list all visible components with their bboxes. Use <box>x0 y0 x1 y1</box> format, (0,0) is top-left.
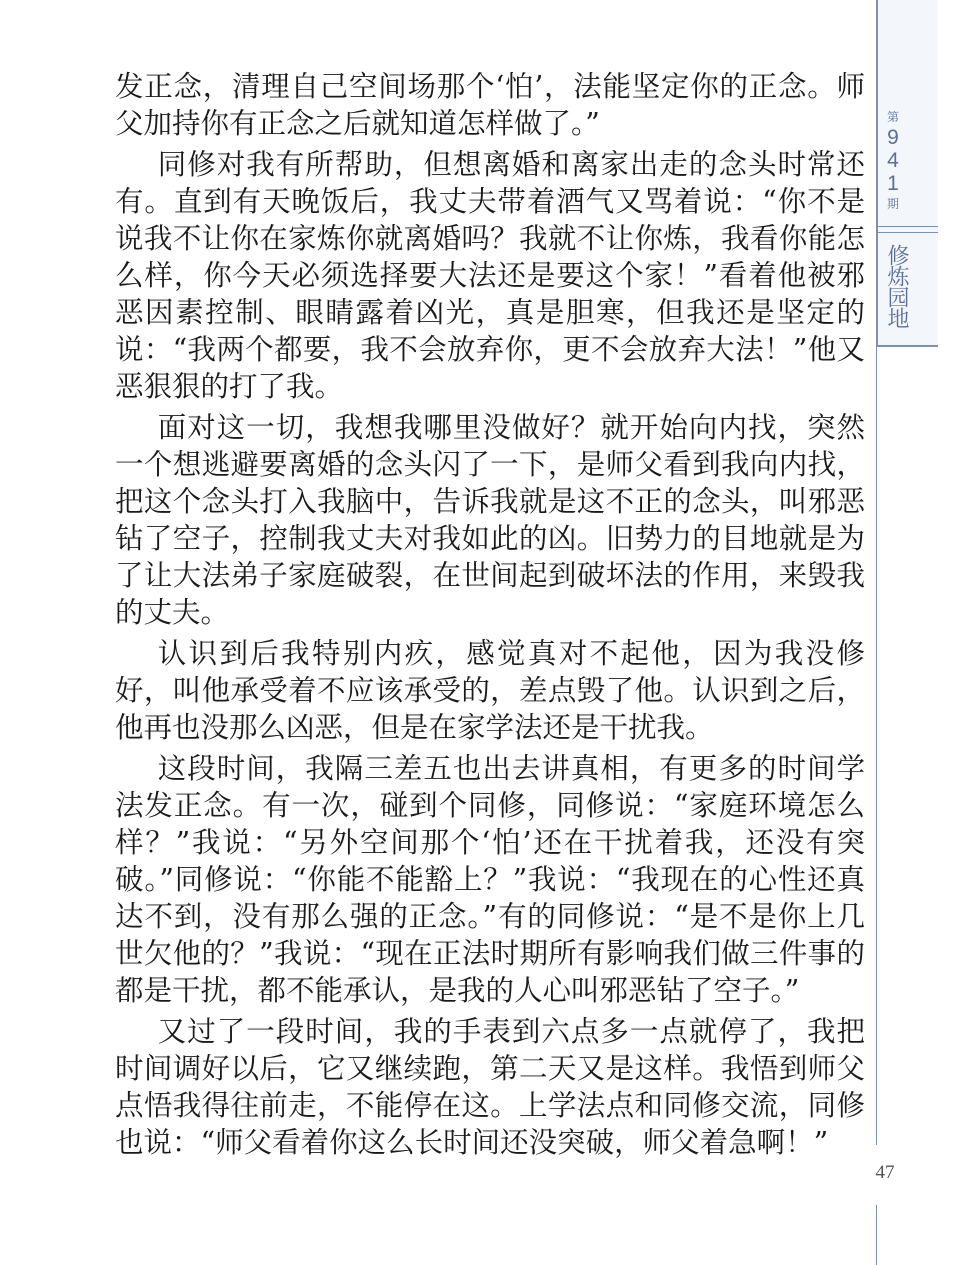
issue-prefix: 第 <box>886 110 899 124</box>
paragraph-continued: 发正念，清理自己空间场那个‘怕’，法能坚定你的正念。师父加持你有正念之后就知道怎样做了。” <box>115 70 865 140</box>
paragraph: 又过了一段时间，我的手表到六点多一点就停了，我把时间调好以后，它又继续跑，第二天又是这样。我悟到师父点悟我得往前走，不能停在这。上学法点和同修交流，同修也说：“师父看着你这么长时间还没突破，师父着急啊！” <box>115 1015 865 1159</box>
issue-suffix: 期 <box>886 197 899 211</box>
issue-number <box>878 108 908 213</box>
sidebar-panel <box>876 0 938 347</box>
article-body <box>115 68 865 1165</box>
paragraph: 这段时间，我隔三差五也出去讲真相，有更多的时间学法发正念。有一次，碰到个同修，同修说：“家庭环境怎么样？”我说：“另外空间那个‘怕’还在干扰着我，还没有突破。”同修说：“你能不能豁上？”我说：“我现在的心性还真达不到，没有那么强的正念。”有的同修说：“是不是你上几世欠他的？”我说：“现在正法时期所有影响我们做三件事的都是干扰，都不能承认，是我的人心叫邪恶钻了空子。” <box>115 752 865 1007</box>
margin-line <box>876 345 877 1145</box>
paragraph: 认识到后我特别内疚，感觉真对不起他，因为我没修好，叫他承受着不应该承受的，差点毁了他。认识到之后，他再也没那么凶恶，但是在家学法还是干扰我。 <box>115 637 865 744</box>
column-title: 修炼园地 <box>884 244 909 328</box>
issue-digit: 1 <box>887 172 899 195</box>
paragraph: 面对这一切，我想我哪里没做好？就开始向内找，突然一个想逃避要离婚的念头闪了一下，是师父看到我向内找，把这个念头打入我脑中，告诉我就是这不正的念头，叫邪恶钻了空子，控制我丈夫对我如此的凶。旧势力的目地就是为了让大法弟子家庭破裂，在世间起到破坏法的作用，来毁我的丈夫。 <box>115 411 865 629</box>
paragraph: 同修对我有所帮助，但想离婚和离家出走的念头时常还有。直到有天晚饭后，我丈夫带着酒气又骂着说：“你不是说我不让你在家炼你就离婚吗？我就不让你炼，我看你能怎么样，你今天必须选择要大法还是要这个家！”看着他被邪恶因素控制、眼睛露着凶光，真是胆寒，但我还是坚定的说：“我两个都要，我不会放弃你，更不会放弃大法！”他又恶狠狠的打了我。 <box>115 148 865 403</box>
issue-digit: 9 <box>887 126 899 149</box>
divider <box>878 226 938 227</box>
issue-digit: 4 <box>887 149 899 172</box>
margin-line-bottom <box>876 1205 877 1265</box>
divider <box>878 232 938 233</box>
page-number: 47 <box>875 1162 895 1183</box>
page-sidebar <box>876 0 978 1265</box>
